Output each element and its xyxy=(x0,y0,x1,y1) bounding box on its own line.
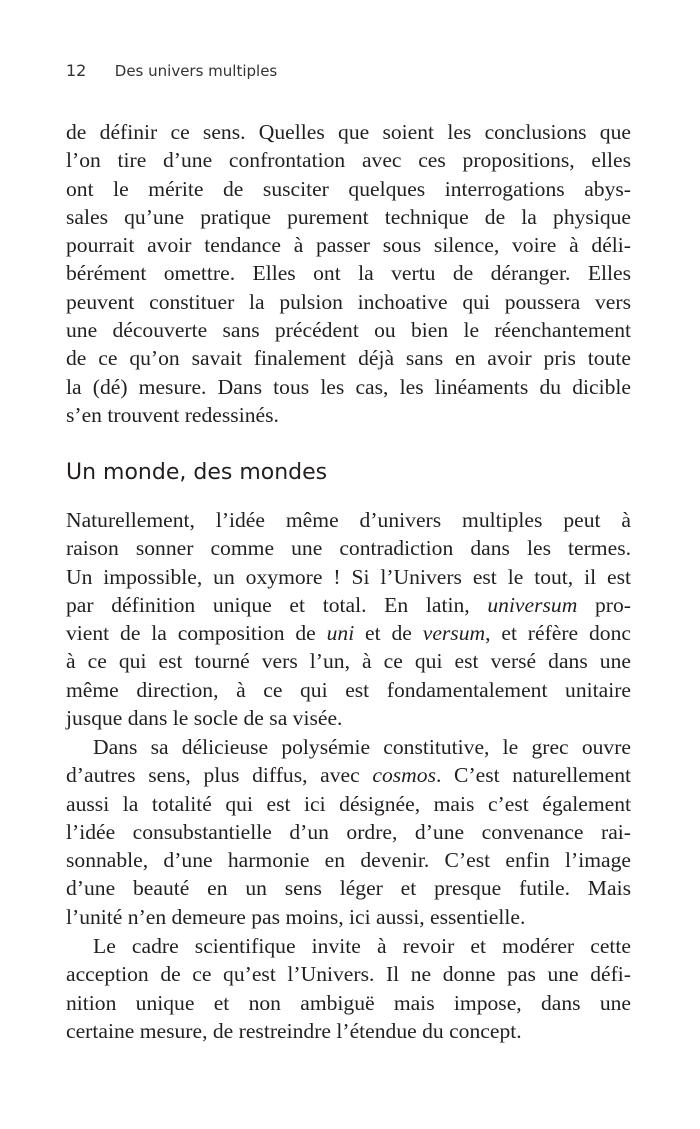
text-line: l’idée consubstantielle d’un ordre, d’une convenance rai- xyxy=(66,819,631,844)
text-line: sonnable, d’une harmonie en devenir. C’est enfin l’image xyxy=(66,848,631,873)
paragraph xyxy=(66,506,631,732)
text-line: peuvent constituer la pulsion inchoative qui poussera vers xyxy=(66,289,631,314)
text-line: ont le mérite de susciter quelques interrogations abys- xyxy=(66,176,631,201)
text-line: de ce qu’on savait finalement déjà sans en avoir pris toute xyxy=(66,346,631,371)
text-line: nition unique et non ambiguë mais impose, dans une xyxy=(66,990,631,1015)
italic-term: cosmos xyxy=(372,763,436,788)
italic-term: versum xyxy=(422,621,486,646)
text-line: d’autres sens, plus diffus, avec cosmos. C’est naturellement xyxy=(66,763,632,788)
running-head-title: Des univers multiples xyxy=(114,62,278,80)
text-line: s’en trouvent redessinés. xyxy=(66,402,279,427)
text-line: à ce qui est tourné vers l’un, à ce qui est versé dans une xyxy=(66,649,631,674)
text-line: Le cadre scientifique invite à revoir et modérer cette xyxy=(93,934,631,958)
text-line: d’une beauté en un sens léger et presque futile. Mais xyxy=(66,876,631,901)
text-line: une découverte sans précédent ou bien le réenchantement xyxy=(66,318,631,343)
page-number: 12 xyxy=(66,61,87,80)
text-line: l’unité n’en demeure pas moins, ici aussi, essentielle. xyxy=(66,904,526,929)
text-line: acception de ce qu’est l’Univers. Il ne donne pas une défi- xyxy=(66,962,631,987)
paragraph xyxy=(66,932,631,1045)
text-line: aussi la totalité qui est ici désignée, mais c’est également xyxy=(66,791,631,816)
italic-term: universum xyxy=(487,592,578,617)
text-line: raison sonner comme une contradiction dans les termes. xyxy=(66,536,631,561)
text-line: certaine mesure, de restreindre l’étendue du concept. xyxy=(66,1018,522,1043)
text-line: même direction, à ce qui est fondamentalement unitaire xyxy=(66,677,631,702)
italic-term: uni xyxy=(326,621,355,646)
text-line: bérément omettre. Elles ont la vertu de déranger. Elles xyxy=(66,261,631,286)
text-line: la (dé) mesure. Dans tous les cas, les linéaments du dicible xyxy=(66,374,631,399)
text-line: jusque dans le socle de sa visée. xyxy=(66,706,343,731)
text-line: de définir ce sens. Quelles que soient les conclusions que xyxy=(66,120,631,144)
text-line: Dans sa délicieuse polysémie constitutive, le grec ouvre xyxy=(93,735,631,759)
text-line: Un impossible, un oxymore ! Si l’Univers est le tout, il est xyxy=(66,564,631,589)
text-line: sales qu’une pratique purement technique de la physique xyxy=(66,204,631,229)
text-line: vient de la composition de uni et de versum, et réfère donc xyxy=(66,621,631,646)
text-line: l’on tire d’une confrontation avec ces propositions, elles xyxy=(66,148,631,173)
section-heading: Un monde, des mondes xyxy=(66,460,328,485)
paragraph xyxy=(66,118,631,429)
paragraph xyxy=(66,733,631,931)
text-line: Naturellement, l’idée même d’univers multiples peut à xyxy=(66,508,631,532)
text-line: pourrait avoir tendance à passer sous silence, voire à déli- xyxy=(66,233,631,258)
running-head xyxy=(66,61,277,80)
text-line: par définition unique et total. En latin, universum pro- xyxy=(66,592,631,617)
